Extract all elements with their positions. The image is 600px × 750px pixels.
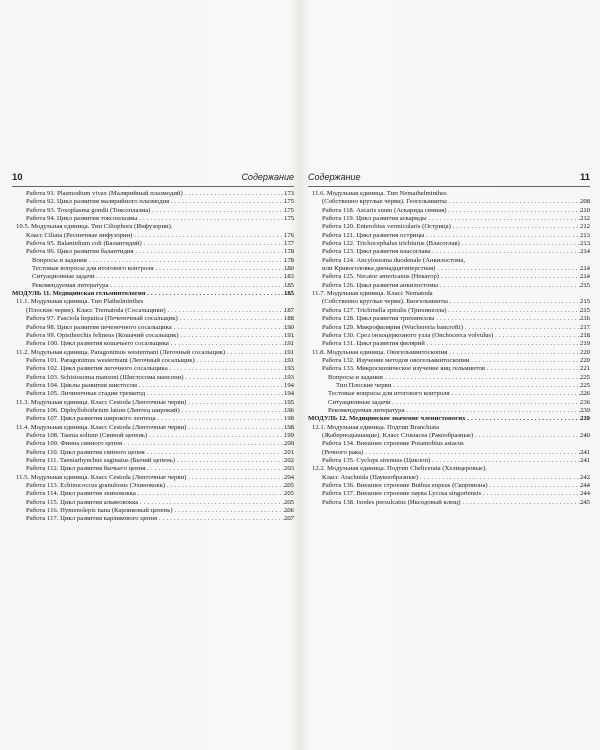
toc-entry-text: Работа 123. Цикл развития власоглава . . . (322, 248, 590, 256)
toc-entry-page: 219 (579, 340, 590, 348)
toc-entry-text: Вопросы и задания . . . (328, 374, 590, 382)
toc-entry (12, 490, 294, 498)
toc-entry-page: 208 (579, 198, 590, 206)
toc-entry-text: Работа 100. Цикл развития кошачьего сосальщика . . . (26, 340, 294, 348)
toc-entry-text: Ситуационные задачи . . . (328, 399, 590, 407)
toc-entry-text: Работа 106. Diphyllobothrium latum (Лентец широкий) . . . (26, 407, 294, 415)
toc-entry (12, 215, 294, 223)
toc-entry (308, 265, 590, 273)
toc-entry (308, 382, 590, 390)
toc-entry-text: Работа 113. Echinococcus granulosus (Эхинококк) . . . (26, 482, 294, 490)
toc-entry-page: 205 (283, 490, 294, 498)
toc-entry-page: 242 (579, 473, 590, 481)
toc-entry (308, 290, 590, 298)
toc-entry (308, 223, 590, 231)
toc-entry-text: Вопросы и задания . . . (32, 257, 294, 265)
toc-entry-text: Работа 137. Внешнее строение паука Lycosa singoriensis . . . (322, 490, 590, 498)
toc-entry-text: Работа 105. Личиночные стадии трематод . . . (26, 390, 294, 398)
toc-entry-page: 178 (283, 248, 294, 256)
toc-entry-page: 193 (283, 365, 294, 373)
toc-entry-page: 226 (579, 390, 590, 398)
toc-entry (308, 390, 590, 398)
toc-entry (12, 457, 294, 465)
toc-entry (308, 399, 590, 407)
toc-entry-text: 11.6. Модульная единица. Тип Nemathelminthes (312, 190, 447, 197)
toc-entry-page: 206 (283, 507, 294, 515)
toc-entry-text: (Собственно круглые черви). Биогельминты . . . (322, 298, 590, 306)
toc-entry-text: Работа 138. Ixodes persulcatus (Иксодовый клещ) . . . (322, 499, 590, 507)
toc-entry-page: 207 (283, 515, 294, 523)
toc-entry (12, 248, 294, 256)
toc-entry-page: 215 (579, 298, 590, 306)
toc-entry-page: 175 (283, 206, 294, 214)
toc-entry-page: 176 (283, 231, 294, 239)
toc-entry-text: (Собственно круглые черви). Геогельминты . . . (322, 198, 590, 206)
toc-entry-page: 191 (283, 340, 294, 348)
toc-entry-page: 188 (283, 315, 294, 323)
toc-entry-page: 214 (579, 265, 590, 273)
toc-entry-text: Работа 97. Fasciola hepatica (Печеночный сосальщик) . . . (26, 315, 294, 323)
toc-entry-text: Рекомендуемая литература . . . (328, 407, 590, 415)
toc-entry (308, 315, 590, 323)
toc-entry-text: Работа 91. Plasmodium vivax (Малярийный плазмодий) . . . (26, 190, 294, 198)
toc-entry-page: 191 (283, 356, 294, 364)
toc-entry-text: 12.1. Модульная единица. Подтип Branchiata (312, 423, 440, 431)
toc-entry-page: 175 (283, 198, 294, 206)
toc-entry-page: 215 (579, 281, 590, 289)
toc-entry (308, 307, 590, 315)
toc-entry-text: Работа 115. Цикл развития альвеококка . . . (26, 499, 294, 507)
toc-entry (12, 340, 294, 348)
toc-entry-page: 194 (283, 381, 294, 389)
toc-entry (12, 374, 294, 382)
toc-entry-page: 185 (283, 281, 294, 289)
toc-entry (12, 449, 294, 457)
toc-entry-page: 180 (283, 265, 294, 273)
toc-entry-page: 204 (283, 473, 294, 481)
toc-entry-text: Работа 131. Цикл развития филярий . . . (322, 340, 590, 348)
toc-entry-text: Работа 111. Taeniarhynchus saginatus (Бычий цепень) . . . (26, 457, 294, 465)
toc-entry (12, 432, 294, 440)
toc-entry (308, 482, 590, 490)
toc-entry-text: Работа 120. Enterobius vermicularis (Острица) . . . (322, 223, 590, 231)
toc-entry-page: 177 (283, 240, 294, 248)
toc-entry (12, 198, 294, 206)
toc-entry (12, 240, 294, 248)
toc-entry-text: Работа 104. Циклы развития шистосом . . . (26, 382, 294, 390)
page-header (308, 170, 590, 187)
toc-entry (308, 432, 590, 440)
toc-entry (308, 324, 590, 332)
toc-entry-page: 185 (283, 290, 294, 298)
toc-entry (12, 332, 294, 340)
toc-entry-text: 11.8. Модульная единица. Овогельминтоскопия . . . (312, 349, 590, 357)
toc-entry-text: Работа 126. Цикл развития анкилостомы . . . (322, 282, 590, 290)
toc-entry-text: Работа 93. Toxoplasma gondii (Токсоплазма) . . . (26, 207, 294, 215)
toc-entry-page: 225 (579, 381, 590, 389)
toc-entry-page: 201 (283, 448, 294, 456)
toc-entry-text: 11.3. Модульная единица. Класс Cestoda (Ленточные черви) . . . (16, 399, 294, 407)
toc-entry-page: 210 (579, 206, 590, 214)
toc-entry-text: Работа 133. Микроскопическое изучение яиц гельминтов . . . (322, 365, 590, 373)
toc-entry (12, 474, 294, 482)
page-number: 11 (579, 172, 590, 183)
toc-entry-page: 200 (283, 440, 294, 448)
toc-entry (308, 215, 590, 223)
page-number: 10 (12, 172, 23, 183)
toc-entry-text: 11.4. Модульная единица. Класс Cestoda (Ленточные черви) . . . (16, 424, 294, 432)
toc-entry-page: 195 (283, 398, 294, 406)
toc-entry-text: 11.5. Модульная единица. Класс Cestoda (Ленточные черви) . . . (16, 474, 294, 482)
toc-entry-page: 191 (283, 331, 294, 339)
toc-entry (308, 407, 590, 415)
toc-list (12, 190, 294, 524)
toc-entry (308, 273, 590, 281)
toc-entry-text: (Речного рака) . . . (322, 449, 590, 457)
toc-entry-page: 194 (283, 390, 294, 398)
right-page (308, 170, 590, 507)
toc-entry (308, 198, 590, 206)
toc-entry-page: 236 (579, 398, 590, 406)
toc-entry-text: Класс Ciliata (Ресничные инфузории) . . . (26, 232, 294, 240)
toc-entry-text: Работа 96. Цикл развития балантидия . . . (26, 248, 294, 256)
header-title: Содержание (308, 172, 361, 182)
toc-entry-text: МОДУЛЬ 11. Медицинская гельминтология . . . (12, 290, 294, 298)
toc-entry (12, 415, 294, 423)
page-header (12, 170, 294, 187)
toc-entry-text: Работа 110. Цикл развития свиного цепня . . . (26, 449, 294, 457)
toc-entry (12, 499, 294, 507)
toc-entry-page: 198 (283, 423, 294, 431)
toc-entry (308, 465, 590, 473)
toc-entry-text: Работа 114. Цикл развития эхинококка . . . (26, 490, 294, 498)
toc-entry-page: 244 (579, 490, 590, 498)
toc-entry-page: 198 (283, 415, 294, 423)
toc-entry-text: Работа 98. Цикл развития печеночного сосальщика . . . (26, 324, 294, 332)
toc-entry-text: Работа 92. Цикл развития малярийного плазмодия . . . (26, 198, 294, 206)
toc-entry-page: 183 (283, 273, 294, 281)
toc-entry-text: Работа 134. Внешнее строение Potamobius astacus (322, 440, 464, 448)
toc-entry-text: Работа 102. Цикл развития легочного сосальщика . . . (26, 365, 294, 373)
toc-list (308, 190, 590, 507)
toc-entry (308, 340, 590, 348)
toc-entry-text: Работа 112. Цикл развития бычьего цепня . . . (26, 465, 294, 473)
toc-entry (12, 257, 294, 265)
toc-entry-text: Работа 116. Hymenolepis nana (Карликовый цепень) . . . (26, 507, 294, 515)
toc-entry-text: Работа 127. Trichinella spiralis (Трихинелла) . . . (322, 307, 590, 315)
toc-entry-text: Работа 132. Изучение методов овогельминтоскопии . . . (322, 357, 590, 365)
toc-entry-page: 212 (579, 215, 590, 223)
toc-entry-text: Работа 103. Schistosoma mansoni (Шистосома мансони) . . . (26, 374, 294, 382)
toc-entry-page: 221 (579, 365, 590, 373)
toc-entry (12, 290, 294, 298)
toc-entry-text: Работа 101. Paragonimus westermani (Легочный сосальщик) . . . (26, 357, 294, 365)
toc-entry-page: 199 (283, 431, 294, 439)
toc-entry-text: Работа 136. Внешнее строение Buthus eupeus (Скорпиона) . . . (322, 482, 590, 490)
toc-entry-text: Рекомендуемая литература . . . (32, 282, 294, 290)
toc-entry (308, 474, 590, 482)
toc-entry (12, 190, 294, 198)
toc-entry (308, 232, 590, 240)
toc-entry (308, 449, 590, 457)
toc-entry (12, 265, 294, 273)
toc-entry-text: 11.1. Модульная единица. Тип Plathelminthes (16, 298, 144, 306)
toc-entry-text: Работа 125. Necator americanus (Некатор) . . . (322, 273, 590, 281)
toc-entry-text: Работа 117. Цикл развития карликового цепня . . . (26, 515, 294, 523)
header-title: Содержание (241, 172, 294, 182)
toc-entry-text: 11.2. Модульная единица. Paragonimus westermani (Легочный сосальщик) . . . (16, 349, 294, 357)
toc-entry (308, 190, 590, 198)
toc-entry (12, 390, 294, 398)
toc-entry-page: 218 (579, 331, 590, 339)
toc-entry (308, 424, 590, 432)
toc-entry (12, 232, 294, 240)
toc-entry-page: 213 (579, 240, 590, 248)
toc-entry-page: 175 (283, 215, 294, 223)
toc-entry (12, 365, 294, 373)
toc-entry-text: Работа 99. Opisthorchis felineus (Кошачий сосальщик) . . . (26, 332, 294, 340)
toc-entry-page: 202 (283, 457, 294, 464)
toc-entry-page: 214 (579, 248, 590, 256)
toc-entry-page: 220 (579, 348, 590, 356)
toc-entry (308, 282, 590, 290)
toc-entry-text: Работа 135. Cyclops strenuus (Циклоп) . . . (322, 457, 590, 465)
toc-entry-text: Класс Arachnida (Паукообразные) . . . (322, 474, 590, 482)
toc-entry-text: Работа 95. Balantidium coli (Балантидий) . . . (26, 240, 294, 248)
toc-entry-page: 220 (579, 356, 590, 364)
toc-entry (12, 507, 294, 515)
toc-entry (308, 440, 590, 448)
toc-entry-page: 214 (579, 273, 590, 281)
toc-entry (12, 515, 294, 523)
toc-entry-text: или Кривоголовка двенадцатиперстная) . . . (322, 265, 590, 273)
toc-entry-text: Тип Плоские черви . . . (336, 382, 590, 390)
toc-entry (12, 282, 294, 290)
toc-entry-text: Работа 108. Taenia solium (Свиной цепень) . . . (26, 432, 294, 440)
toc-entry (308, 490, 590, 498)
toc-entry (308, 298, 590, 306)
toc-entry-text: 12.2. Модульная единица. Подтип Chelicerata (Хелицеровые). (312, 465, 487, 473)
toc-entry (12, 315, 294, 323)
toc-entry-page: 187 (283, 306, 294, 314)
toc-entry-page: 193 (283, 373, 294, 381)
toc-entry (308, 207, 590, 215)
toc-entry-text: Работа 107. Цикл развития широкого лентеца . . . (26, 415, 294, 423)
toc-entry-text: 11.7. Модульная единица. Класс Nematoda (312, 290, 433, 298)
toc-entry (308, 349, 590, 357)
toc-entry-page: 205 (283, 482, 294, 490)
toc-entry-text: Работа 129. Микрофилярия (Wuchereria bancrofti) . . . (322, 324, 590, 332)
toc-entry (308, 365, 590, 373)
toc-entry-text: (Жабернодышащие). Класс Crustacea (Ракообразные) . . . (322, 432, 590, 440)
toc-entry-text: 10.5. Модульная единица. Тип Ciliophora (Инфузории). (16, 223, 173, 231)
toc-entry-text: Работа 128. Цикл развития трихинеллы . . . (322, 315, 590, 323)
toc-entry-text: Работа 118. Ascaris suum (Аскарида свиная) . . . (322, 207, 590, 215)
toc-entry-page: 213 (579, 231, 590, 239)
toc-entry (12, 324, 294, 332)
toc-entry-page: 215 (579, 306, 590, 314)
toc-entry (308, 248, 590, 256)
toc-entry-page: 190 (283, 323, 294, 331)
toc-entry-page: 244 (579, 482, 590, 490)
toc-entry-page: 212 (579, 223, 590, 231)
toc-entry-text: Работа 130. Срез онхоцеркозного узла (Onchocerca volvulus) . . . (322, 332, 590, 340)
toc-entry-page: 225 (579, 373, 590, 381)
toc-entry (308, 457, 590, 465)
toc-entry (308, 240, 590, 248)
toc-entry (12, 349, 294, 357)
toc-entry-page: 203 (283, 465, 294, 473)
toc-entry-text: Работа 94. Цикл развития токсоплазмы . . . (26, 215, 294, 223)
toc-entry-text: Тестовые вопросы для итогового контроля . . . (328, 390, 590, 398)
toc-entry-page: 240 (579, 431, 590, 439)
toc-entry (308, 499, 590, 507)
toc-entry (12, 357, 294, 365)
toc-entry-text: Работа 121. Цикл развития острицы . . . (322, 232, 590, 240)
toc-entry (12, 223, 294, 231)
toc-entry (12, 207, 294, 215)
toc-entry-page: 241 (579, 448, 590, 456)
toc-entry-text: Работа 109. Финна свиного цепня . . . (26, 440, 294, 448)
toc-entry (12, 482, 294, 490)
toc-entry-page: 239 (579, 406, 590, 414)
toc-entry-text: Работа 124. Ancylostoma duodenale (Анкилостома, (322, 256, 466, 264)
toc-entry-page: 241 (579, 457, 590, 464)
toc-entry-page: 196 (283, 406, 294, 414)
toc-entry-page: 239 (579, 415, 590, 423)
toc-entry-page: 216 (579, 315, 590, 323)
toc-entry (308, 374, 590, 382)
toc-entry-page: 191 (283, 348, 294, 356)
toc-entry (12, 399, 294, 407)
toc-entry (12, 273, 294, 281)
toc-entry-text: Работа 122. Trichocephalus trichiurus (Власоглав) . . . (322, 240, 590, 248)
toc-entry-page: 205 (283, 498, 294, 506)
toc-entry (308, 415, 590, 423)
toc-entry (12, 407, 294, 415)
toc-entry (12, 465, 294, 473)
toc-entry (308, 257, 590, 265)
toc-entry (308, 357, 590, 365)
toc-entry (12, 424, 294, 432)
toc-entry (12, 440, 294, 448)
toc-entry (12, 298, 294, 306)
toc-entry (12, 307, 294, 315)
toc-entry-text: МОДУЛЬ 12. Медицинское значение членистоногих . . . (308, 415, 590, 423)
toc-entry-page: 245 (579, 498, 590, 506)
toc-entry-text: Ситуационные задачи . . . (32, 273, 294, 281)
toc-entry-page: 173 (283, 190, 294, 197)
toc-entry-text: Работа 119. Цикл развития аскариды . . . (322, 215, 590, 223)
toc-entry (308, 332, 590, 340)
toc-entry-page: 178 (283, 256, 294, 264)
left-page (12, 170, 294, 524)
toc-entry-text: Тестовые вопросы для итогового контроля . . . (32, 265, 294, 273)
toc-entry-page: 217 (579, 323, 590, 331)
toc-entry-text: (Плоские черви). Класс Trematoda (Сосальщики) . . . (26, 307, 294, 315)
toc-entry (12, 382, 294, 390)
